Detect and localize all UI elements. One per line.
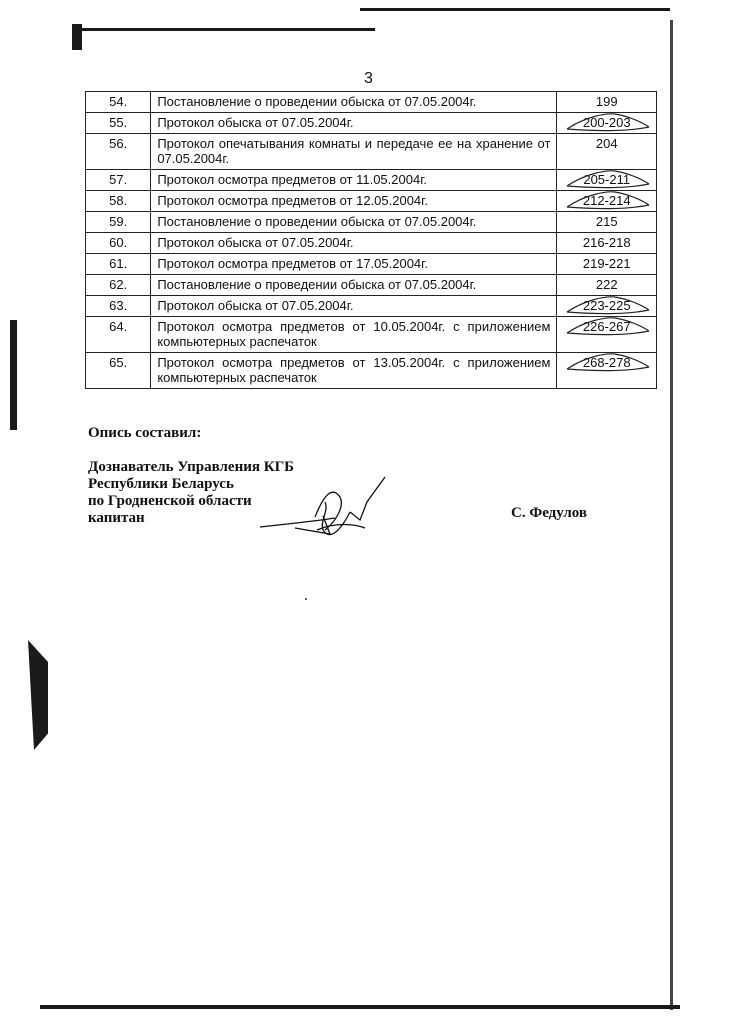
row-description: Протокол обыска от 07.05.2004г. xyxy=(151,233,557,254)
row-pages-value: 200-203 xyxy=(582,115,631,130)
row-pages-value: 216-218 xyxy=(582,235,631,250)
row-pages-value: 222 xyxy=(595,277,618,292)
row-pages xyxy=(557,353,657,389)
row-number: 56. xyxy=(86,134,151,170)
table-row xyxy=(86,296,657,317)
compiled-by-label: Опись составил: xyxy=(88,425,202,441)
table-row xyxy=(86,353,657,389)
row-pages xyxy=(557,134,657,170)
row-pages-value: 212-214 xyxy=(582,193,631,208)
table-row xyxy=(86,134,657,170)
row-number: 61. xyxy=(86,254,151,275)
table-row xyxy=(86,212,657,233)
row-description: Протокол обыска от 07.05.2004г. xyxy=(151,296,557,317)
row-number: 57. xyxy=(86,170,151,191)
row-description: Протокол осмотра предметов от 13.05.2004г. с приложением компьютерных распечаток xyxy=(151,353,557,389)
scan-edge-right xyxy=(670,20,673,1010)
row-description: Протокол опечатывания комнаты и передаче ее на хранение от 07.05.2004г. xyxy=(151,134,557,170)
row-pages xyxy=(557,191,657,212)
row-pages-value: 204 xyxy=(595,136,618,151)
row-pages xyxy=(557,170,657,191)
scan-edge-top-left xyxy=(75,28,375,31)
row-number: 65. xyxy=(86,353,151,389)
row-pages-value: 215 xyxy=(595,214,618,229)
table-row xyxy=(86,233,657,254)
handwritten-check-mark xyxy=(565,351,651,373)
table-row xyxy=(86,275,657,296)
row-number: 58. xyxy=(86,191,151,212)
row-pages-value: 268-278 xyxy=(582,355,631,370)
row-description: Постановление о проведении обыска от 07.05.2004г. xyxy=(151,212,557,233)
position-line-3: по Гродненской области xyxy=(88,493,252,509)
row-number: 59. xyxy=(86,212,151,233)
inventory-table xyxy=(85,91,657,389)
row-pages xyxy=(557,113,657,134)
table-row xyxy=(86,254,657,275)
scan-edge-bottom xyxy=(40,1005,680,1009)
page-number: 3 xyxy=(364,70,373,87)
row-number: 62. xyxy=(86,275,151,296)
row-pages-value: 219-221 xyxy=(582,256,631,271)
row-pages xyxy=(557,317,657,353)
table-row xyxy=(86,317,657,353)
row-number: 63. xyxy=(86,296,151,317)
row-description: Протокол осмотра предметов от 10.05.2004г. с приложением компьютерных распечаток xyxy=(151,317,557,353)
handwritten-check-mark xyxy=(565,294,651,316)
row-pages-value: 199 xyxy=(595,94,618,109)
row-number: 60. xyxy=(86,233,151,254)
row-number: 54. xyxy=(86,92,151,113)
row-description: Протокол осмотра предметов от 11.05.2004г. xyxy=(151,170,557,191)
row-pages xyxy=(557,233,657,254)
row-description: Протокол осмотра предметов от 17.05.2004г. xyxy=(151,254,557,275)
row-pages xyxy=(557,275,657,296)
handwritten-check-mark xyxy=(565,315,651,337)
position-line-2: Республики Беларусь xyxy=(88,476,234,492)
table-row xyxy=(86,92,657,113)
row-description: Протокол обыска от 07.05.2004г. xyxy=(151,113,557,134)
scan-edge-left-bar-1 xyxy=(10,320,17,430)
handwritten-check-mark xyxy=(565,111,651,133)
scan-edge-top xyxy=(360,8,670,11)
table-row xyxy=(86,191,657,212)
table-row xyxy=(86,113,657,134)
row-pages-value: 226-267 xyxy=(582,319,631,334)
row-description: Протокол осмотра предметов от 12.05.2004г. xyxy=(151,191,557,212)
row-pages xyxy=(557,212,657,233)
row-pages xyxy=(557,92,657,113)
row-number: 64. xyxy=(86,317,151,353)
scan-speck xyxy=(305,598,307,600)
position-line-1: Дознаватель Управления КГБ xyxy=(88,459,295,475)
row-pages xyxy=(557,296,657,317)
row-number: 55. xyxy=(86,113,151,134)
handwritten-check-mark xyxy=(565,168,651,190)
row-pages-value: 205-211 xyxy=(583,172,631,187)
scan-corner-mark xyxy=(72,24,82,50)
row-description: Постановление о проведении обыска от 07.05.2004г. xyxy=(151,275,557,296)
handwritten-check-mark xyxy=(565,189,651,211)
row-pages-value: 223-225 xyxy=(582,298,631,313)
row-description: Постановление о проведении обыска от 07.05.2004г. xyxy=(151,92,557,113)
row-pages xyxy=(557,254,657,275)
scan-edge-left-bar-2 xyxy=(28,640,48,750)
table-row xyxy=(86,170,657,191)
signer-name: С. Федулов xyxy=(511,505,588,521)
position-line-4: капитан xyxy=(88,510,145,526)
handwritten-signature xyxy=(255,472,395,547)
inventory-table-body xyxy=(86,92,657,389)
